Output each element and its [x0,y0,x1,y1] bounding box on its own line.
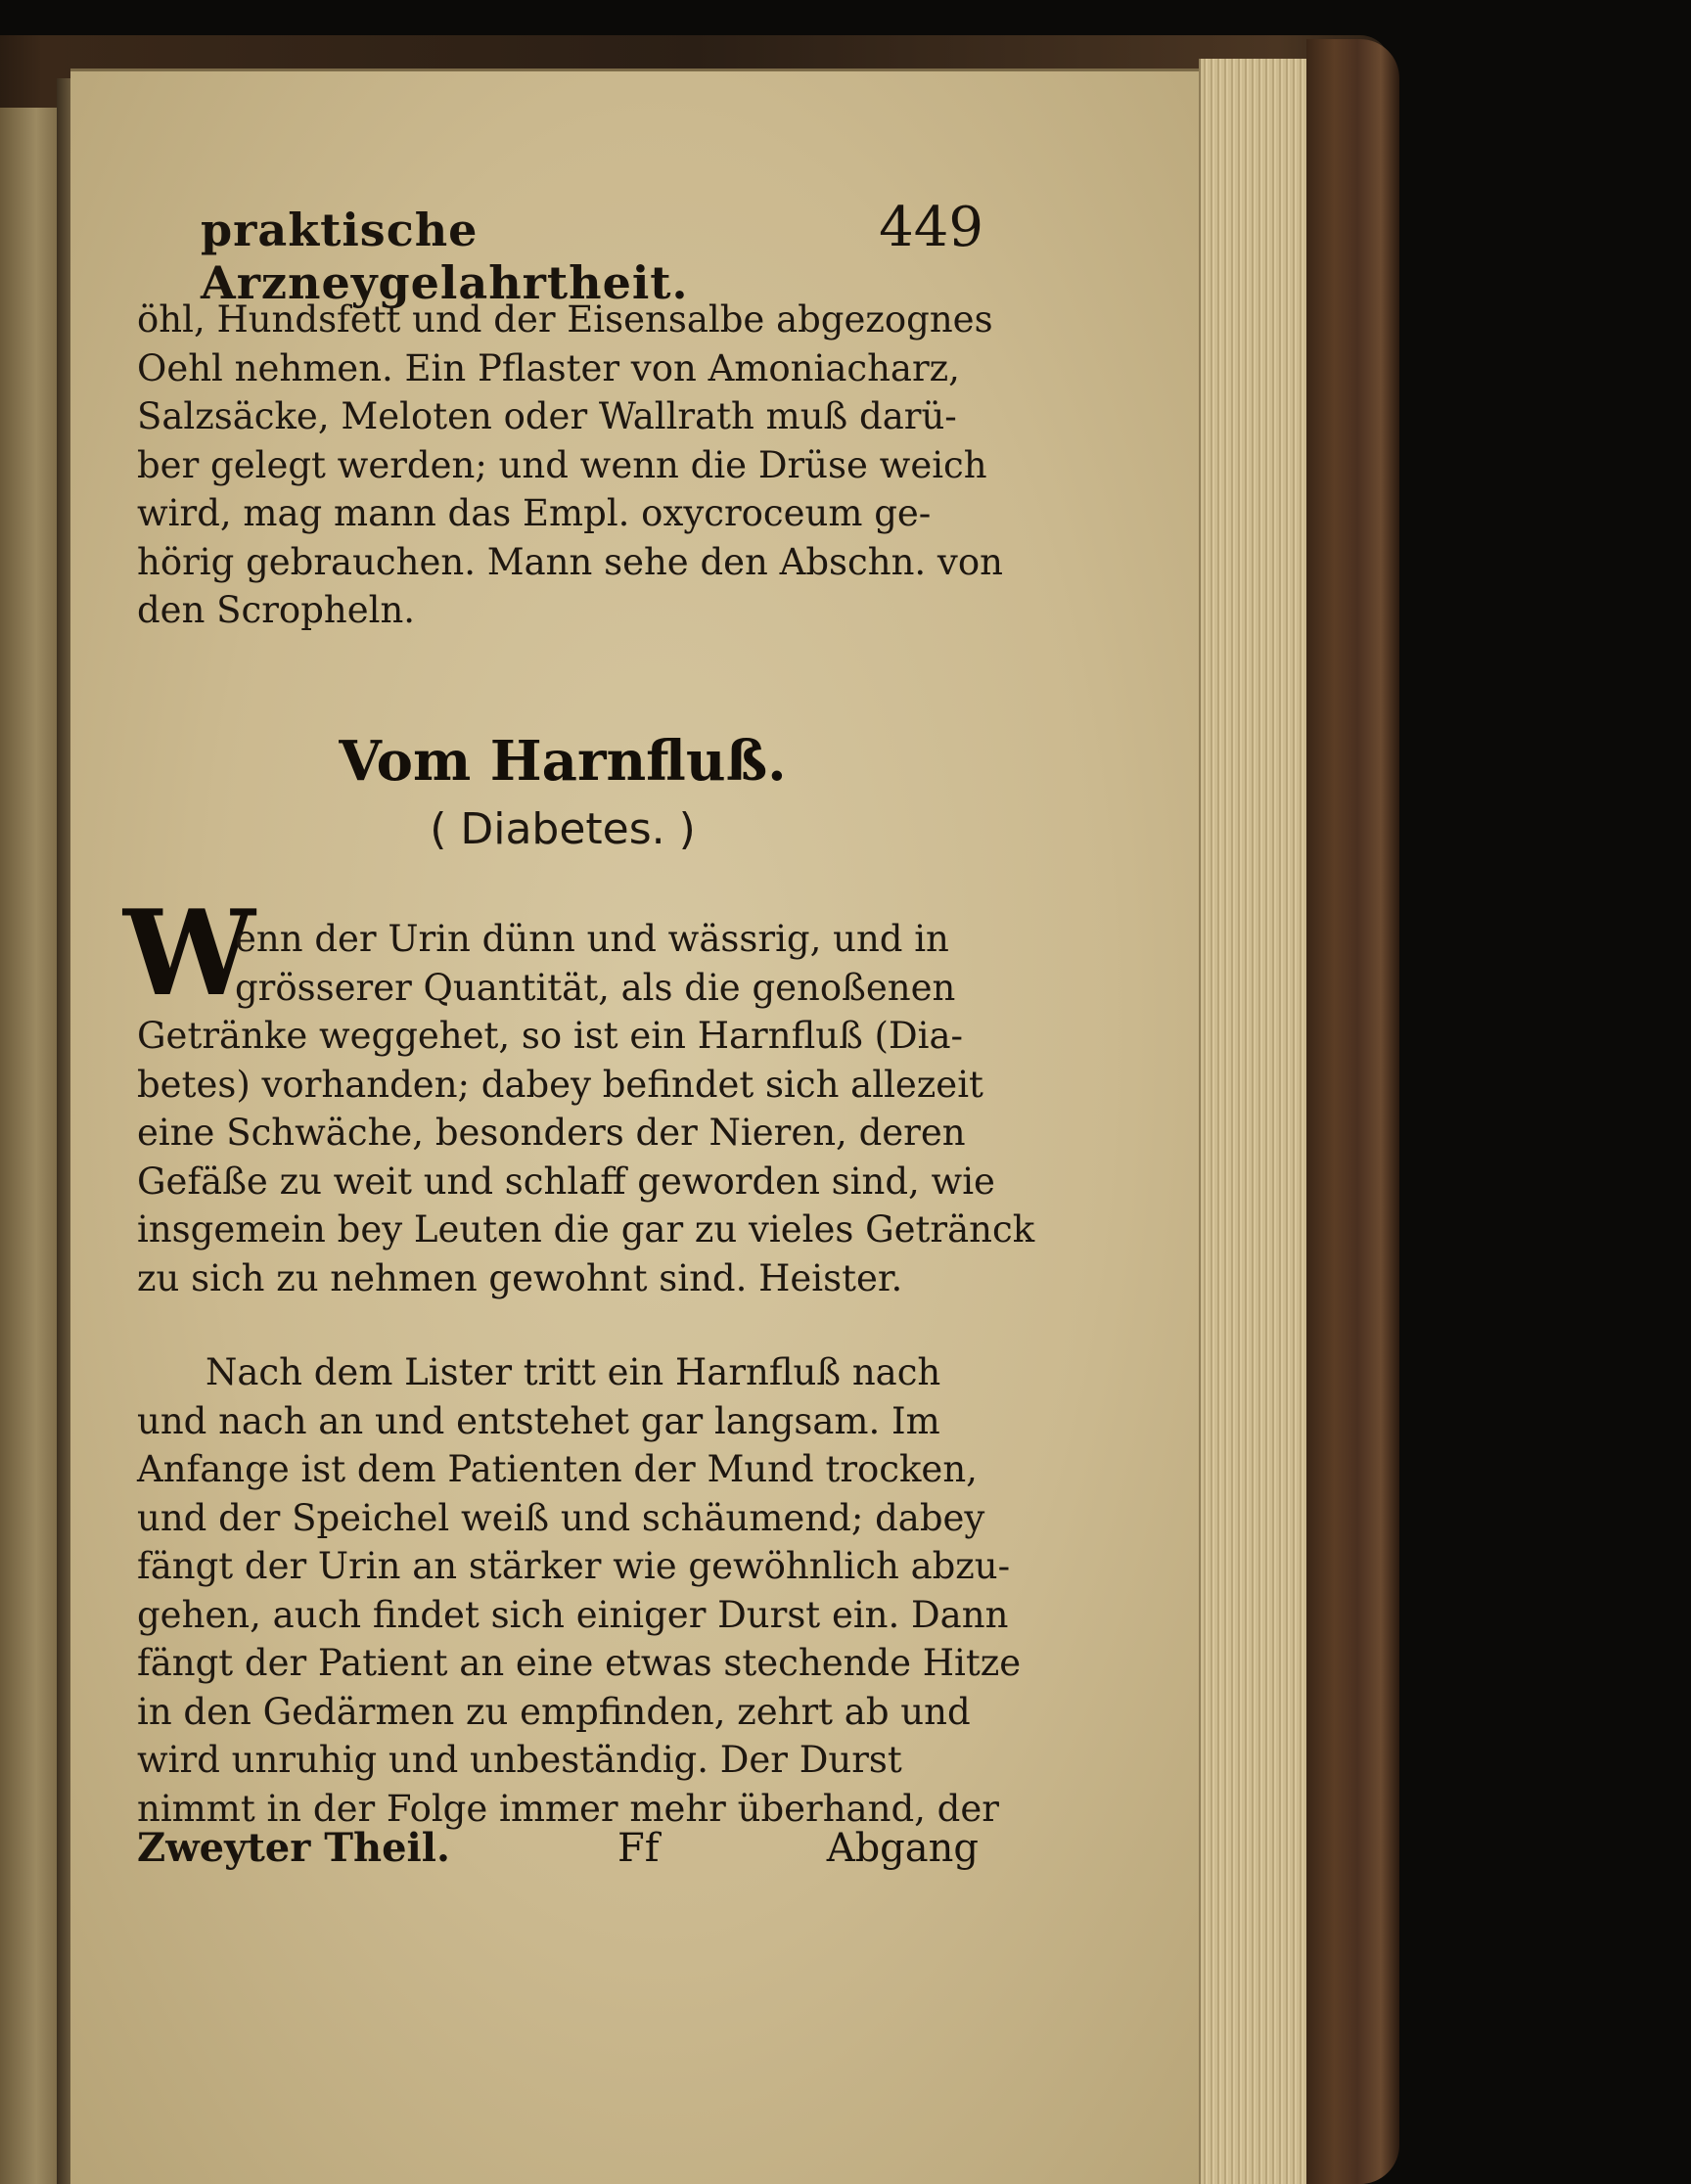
signature-mark: Ff [617,1826,660,1871]
text-line: Salzsäcke, Meloten oder Wallrath muß darü- [137,395,957,437]
signature-label: Zweyter Theil. [137,1825,450,1871]
text-line: zu sich zu nehmen gewohnt sind. Heister. [137,1256,903,1299]
text-line: Gefäße zu weit und schlaff geworden sind, wie [137,1160,995,1203]
section-subtitle: ( Diabetes. ) [430,804,696,854]
catchword: Abgang [826,1826,979,1871]
text-line: ber gelegt werden; und wenn die Drüse weich [137,443,987,486]
text-line: eine Schwäche, besonders der Nieren, deren [137,1112,966,1154]
text-line: betes) vorhanden; dabey befindet sich allezeit [137,1063,983,1106]
running-title: praktische Arzneygelahrtheit. [201,204,689,309]
page-footer [137,1825,979,1871]
text-line: wird, mag mann das Empl. oxycroceum ge- [137,492,932,534]
text-line: fängt der Urin an stärker wie gewöhnlich abzu- [137,1545,1011,1587]
text-line: wird unruhig und unbeständig. Der Durst [137,1739,902,1781]
text-line: und nach an und entstehet gar langsam. Im [137,1399,940,1442]
text-line: fängt der Patient an eine etwas stechende Hitze [137,1642,1022,1684]
page-edges [1199,59,1313,2184]
text-line: insgemein bey Leuten die gar zu vieles Getränck [137,1208,1035,1251]
intro-paragraph [137,296,1003,635]
text-line: grösserer Quantität, als die genoßenen [235,966,956,1009]
text-line: enn der Urin dünn und wässrig, und in [235,918,949,960]
text-line: Nach dem Lister tritt ein Harnfluß nach [206,1351,941,1393]
text-line: und der Speichel weiß und schäumend; dabey [137,1496,985,1539]
drop-cap: W [123,885,255,1023]
text-line: hörig gebrauchen. Mann sehe den Abschn. von [137,540,1003,583]
text-line: Getränke weggehet, so ist ein Harnfluß (Dia- [137,1015,964,1057]
text-line: gehen, auch findet sich einiger Durst ein. Dann [137,1593,1009,1636]
text-line: in den Gedärmen zu empfinden, zehrt ab und [137,1690,971,1733]
text-line: Anfange ist dem Patienten der Mund trocken, [137,1448,978,1490]
section-heading: Vom Harnfluß. [339,729,787,794]
text-line: den Scropheln. [137,589,416,631]
paragraph-lister [137,1348,1022,1833]
left-page-edge [0,108,61,2184]
running-head [201,196,983,309]
text-line: öhl, Hundsfett und der Eisensalbe abgezognes [137,298,993,341]
page-number: 449 [879,196,983,259]
paragraph-diabetes [137,915,1035,1302]
book-spine [1306,39,1399,2184]
text-line: nimmt in der Folge immer mehr überhand, der [137,1787,999,1830]
text-line: Oehl nehmen. Ein Pflaster von Amoniacharz, [137,346,960,389]
